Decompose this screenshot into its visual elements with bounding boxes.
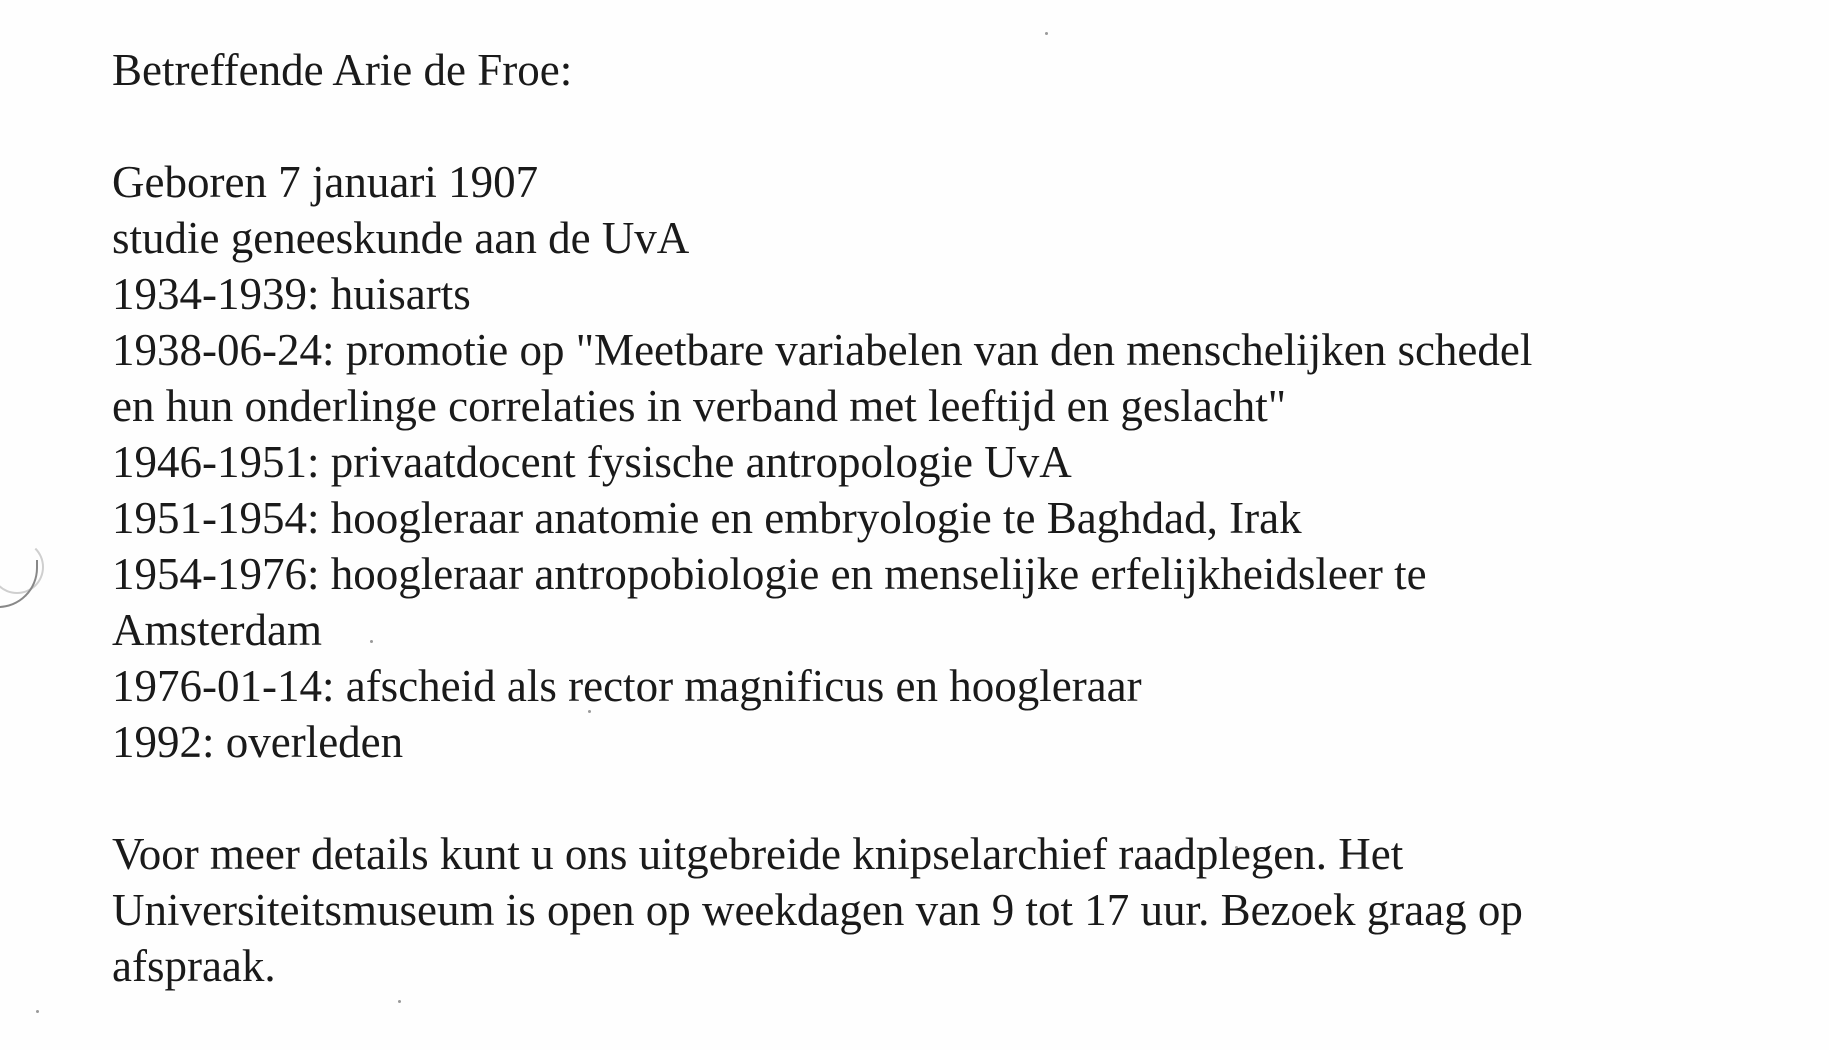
punch-hole-shadow (0, 560, 38, 608)
note-line: afspraak. (112, 941, 276, 991)
document-heading: Betreffende Arie de Froe: (112, 45, 573, 95)
biography-timeline (112, 154, 1792, 770)
timeline-line: 1992: overleden (112, 717, 404, 767)
timeline-line: Amsterdam (112, 605, 322, 655)
timeline-line: 1951-1954: hoogleraar anatomie en embryologie te Baghdad, Irak (112, 493, 1302, 543)
timeline-line: 1946-1951: privaatdocent fysische antropologie UvA (112, 437, 1072, 487)
timeline-line: 1954-1976: hoogleraar antropobiologie en menselijke erfelijkheidsleer te (112, 549, 1427, 599)
timeline-line: Geboren 7 januari 1907 (112, 157, 539, 207)
visit-note (112, 826, 1792, 994)
scan-speck (398, 1000, 401, 1003)
timeline-line: studie geneeskunde aan de UvA (112, 213, 690, 263)
timeline-line: 1938-06-24: promotie op "Meetbare variabelen van den menschelijken schedel (112, 325, 1533, 375)
document-body (112, 42, 1792, 994)
scan-speck (1045, 32, 1048, 35)
timeline-line: en hun onderlinge correlaties in verband met leeftijd en geslacht" (112, 381, 1287, 431)
timeline-line: 1934-1939: huisarts (112, 269, 471, 319)
timeline-line: 1976-01-14: afscheid als rector magnificus en hoogleraar (112, 661, 1142, 711)
note-line: Universiteitsmuseum is open op weekdagen van 9 tot 17 uur. Bezoek graag op (112, 885, 1523, 935)
note-line: Voor meer details kunt u ons uitgebreide knipselarchief raadplegen. Het (112, 829, 1404, 879)
scan-speck (36, 1010, 39, 1013)
